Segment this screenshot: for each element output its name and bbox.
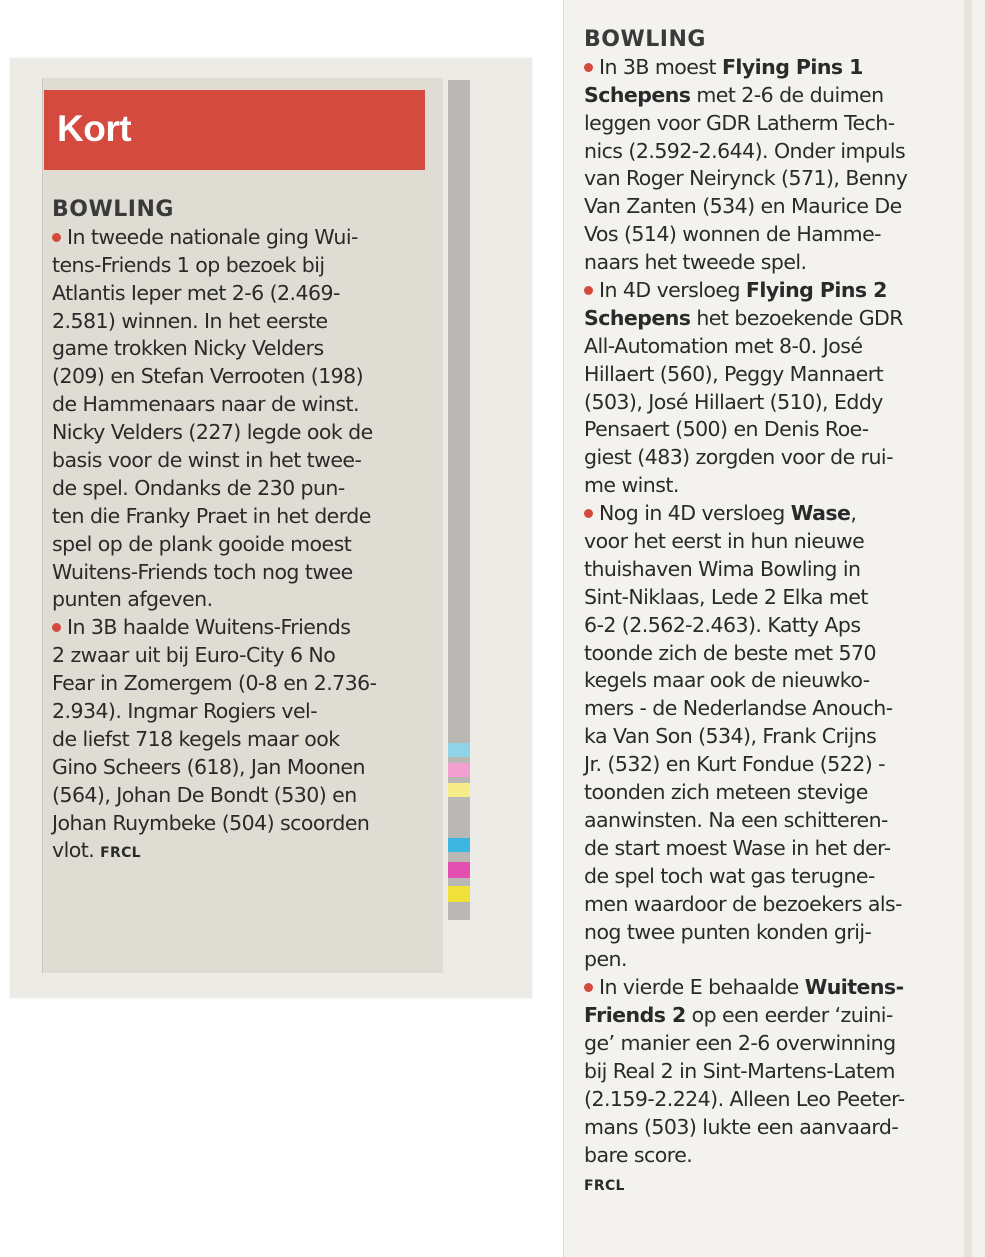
text-line xyxy=(584,919,964,947)
line-text: spel op de plank gooide moest xyxy=(52,531,352,556)
line-text: voor het eerst in hun nieuwe xyxy=(584,529,865,554)
line-text: basis voor de winst in het twee- xyxy=(52,448,362,473)
line-text: met 2-6 de duimen xyxy=(690,82,884,107)
team-name: Schepens xyxy=(584,305,691,330)
line-text: Hillaert (560), Peggy Mannaert xyxy=(584,361,884,386)
line-text: Nicky Velders (227) legde ook de xyxy=(52,420,373,445)
bullet-icon xyxy=(584,983,593,992)
line-text: Pensaert (500) en Denis Roe- xyxy=(584,417,869,442)
team-name: Wase xyxy=(790,501,851,526)
text-line xyxy=(584,333,964,361)
line-text: (503), José Hillaert (510), Eddy xyxy=(584,389,883,414)
line-text: 2 zwaar uit bij Euro-City 6 No xyxy=(52,643,336,668)
line-text: me winst. xyxy=(584,473,679,498)
line-text: nog twee punten konden grij- xyxy=(584,919,872,944)
text-line xyxy=(52,531,422,559)
team-name: Friends 2 xyxy=(584,1003,686,1028)
line-text: de spel. Ondanks de 230 pun- xyxy=(52,475,345,500)
line-text: In 3B moest xyxy=(599,54,722,79)
text-line xyxy=(52,810,422,838)
bullet-icon xyxy=(584,63,593,72)
line-text: Johan Ruymbeke (504) scoorden xyxy=(52,810,370,835)
line-text: bij Real 2 in Sint-Martens-Latem xyxy=(584,1058,895,1083)
line-text: toonde zich de beste met 570 xyxy=(584,640,876,665)
line-text: naars het tweede spel. xyxy=(584,250,807,275)
text-line xyxy=(584,82,964,110)
text-line xyxy=(584,361,964,389)
text-line xyxy=(584,835,964,863)
line-text: bare score. xyxy=(584,1142,693,1167)
line-text: Vos (514) wonnen de Hamme- xyxy=(584,222,881,247)
line-text: toonden zich meteen stevige xyxy=(584,780,868,805)
section-heading: BOWLING xyxy=(52,197,174,222)
line-text: (209) en Stefan Verrooten (198) xyxy=(52,364,364,389)
text-line xyxy=(584,500,964,528)
line-text: pen. xyxy=(584,947,627,972)
line-text: nics (2.592-2.644). Onder impuls xyxy=(584,138,906,163)
text-line xyxy=(584,54,964,82)
text-line xyxy=(584,1142,964,1170)
line-text: kegels maar ook de nieuwko- xyxy=(584,668,870,693)
color-swatch xyxy=(448,862,470,878)
text-line xyxy=(584,1114,964,1142)
text-line xyxy=(584,946,964,974)
text-line xyxy=(52,670,422,698)
team-name: Flying Pins 1 xyxy=(721,54,863,79)
text-line xyxy=(584,779,964,807)
text-line xyxy=(584,556,964,584)
line-text: In tweede nationale ging Wui- xyxy=(67,224,358,249)
right-article xyxy=(584,26,964,1197)
text-line xyxy=(584,528,964,556)
line-text: (2.159-2.224). Alleen Leo Peeter- xyxy=(584,1086,905,1111)
text-line xyxy=(584,584,964,612)
line-text: Sint-Niklaas, Lede 2 Elka met xyxy=(584,584,868,609)
text-line xyxy=(52,447,422,475)
text-line xyxy=(584,221,964,249)
text-line xyxy=(52,419,422,447)
text-line xyxy=(584,667,964,695)
line-text: de spel toch wat gas terugne- xyxy=(584,863,875,888)
text-line xyxy=(52,586,422,614)
color-swatch xyxy=(448,763,470,777)
text-line xyxy=(52,363,422,391)
kort-banner xyxy=(44,90,425,170)
line-text: ka Van Son (534), Frank Crijns xyxy=(584,724,877,749)
line-text: punten afgeven. xyxy=(52,587,213,612)
line-text: leggen voor GDR Latherm Tech- xyxy=(584,110,895,135)
line-text: All-Automation met 8-0. José xyxy=(584,333,863,358)
text-line xyxy=(584,1086,964,1114)
line-text: de Hammenaars naar de winst. xyxy=(52,392,359,417)
text-line xyxy=(584,1030,964,1058)
line-text: ten die Franky Praet in het derde xyxy=(52,503,371,528)
text-line xyxy=(584,695,964,723)
section-heading: BOWLING xyxy=(584,27,706,52)
text-line xyxy=(52,726,422,754)
bullet-icon xyxy=(52,233,61,242)
text-line xyxy=(584,416,964,444)
text-line xyxy=(52,614,422,642)
text-line xyxy=(584,863,964,891)
text-line xyxy=(584,1170,964,1198)
line-text: In vierde E behaalde xyxy=(599,975,805,1000)
text-line xyxy=(52,475,422,503)
line-text: Atlantis Ieper met 2-6 (2.469- xyxy=(52,280,340,305)
text-line xyxy=(584,110,964,138)
text-line xyxy=(584,193,964,221)
text-line xyxy=(52,642,422,670)
text-line xyxy=(584,612,964,640)
right-edge-strip xyxy=(964,0,972,1257)
line-text: 2.581) winnen. In het eerste xyxy=(52,308,328,333)
line-text: aanwinsten. Na een schitteren- xyxy=(584,807,888,832)
color-swatch xyxy=(448,743,470,757)
banner-title: Kort xyxy=(57,108,132,149)
byline: FRCL xyxy=(584,1177,625,1194)
text-line xyxy=(584,305,964,333)
text-line xyxy=(52,559,422,587)
bullet-icon xyxy=(584,509,593,518)
text-line xyxy=(52,224,422,252)
text-line xyxy=(52,782,422,810)
text-line xyxy=(584,165,964,193)
text-line xyxy=(584,974,964,1002)
line-text: de liefst 718 kegels maar ook xyxy=(52,726,340,751)
text-line xyxy=(584,389,964,417)
line-text: mers - de Nederlandse Anouch- xyxy=(584,696,893,721)
line-text: op een eerder ‘zuini- xyxy=(685,1003,893,1028)
text-line xyxy=(584,277,964,305)
team-name: Wuitens- xyxy=(804,975,904,1000)
line-text: thuishaven Wima Bowling in xyxy=(584,556,861,581)
text-line xyxy=(584,472,964,500)
color-swatch xyxy=(448,886,470,902)
line-text: tens-Friends 1 op bezoek bij xyxy=(52,252,325,277)
line-text: het bezoekende GDR xyxy=(690,305,903,330)
line-text: van Roger Neirynck (571), Benny xyxy=(584,166,908,191)
line-text: Van Zanten (534) en Maurice De xyxy=(584,194,902,219)
text-line xyxy=(584,1058,964,1086)
text-line xyxy=(52,252,422,280)
line-text: (564), Johan De Bondt (530) en xyxy=(52,782,357,807)
team-name: Schepens xyxy=(584,82,691,107)
text-line xyxy=(52,391,422,419)
text-line xyxy=(584,444,964,472)
text-line xyxy=(52,308,422,336)
color-swatch xyxy=(448,783,470,797)
line-text: de start moest Wase in het der- xyxy=(584,835,891,860)
line-text: giest (483) zorgden voor de rui- xyxy=(584,445,893,470)
bullet-icon xyxy=(584,286,593,295)
text-line xyxy=(584,891,964,919)
byline: FRCL xyxy=(100,845,141,862)
color-swatch xyxy=(448,838,470,852)
text-line xyxy=(584,1002,964,1030)
text-line xyxy=(584,640,964,668)
line-text: 6-2 (2.562-2.463). Katty Aps xyxy=(584,612,861,637)
text-line xyxy=(584,249,964,277)
line-text: vlot. xyxy=(52,838,101,863)
line-text: Gino Scheers (618), Jan Moonen xyxy=(52,754,365,779)
text-line xyxy=(584,751,964,779)
line-text: In 3B haalde Wuitens-Friends xyxy=(67,615,351,640)
text-line xyxy=(584,807,964,835)
line-text: 2.934). Ingmar Rogiers vel- xyxy=(52,699,318,724)
text-line xyxy=(52,335,422,363)
color-registration-strip xyxy=(448,80,470,920)
team-name: Flying Pins 2 xyxy=(745,278,887,303)
line-text: Wuitens-Friends toch nog twee xyxy=(52,559,353,584)
bullet-icon xyxy=(52,623,61,632)
text-line xyxy=(584,723,964,751)
text-line xyxy=(52,503,422,531)
text-line xyxy=(52,754,422,782)
line-text: ge’ manier een 2-6 overwinning xyxy=(584,1031,896,1056)
left-article xyxy=(52,196,422,865)
line-text: In 4D versloeg xyxy=(599,278,746,303)
text-line xyxy=(52,280,422,308)
line-text: mans (503) lukte een aanvaard- xyxy=(584,1114,899,1139)
line-text: Jr. (532) en Kurt Fondue (522) - xyxy=(584,752,885,777)
line-text: , xyxy=(850,501,857,526)
text-line xyxy=(52,698,422,726)
text-line xyxy=(584,138,964,166)
line-text: Fear in Zomergem (0-8 en 2.736- xyxy=(52,671,377,696)
line-text: men waardoor de bezoekers als- xyxy=(584,891,902,916)
line-text: game trokken Nicky Velders xyxy=(52,336,324,361)
line-text: Nog in 4D versloeg xyxy=(599,501,791,526)
text-line xyxy=(52,837,422,865)
